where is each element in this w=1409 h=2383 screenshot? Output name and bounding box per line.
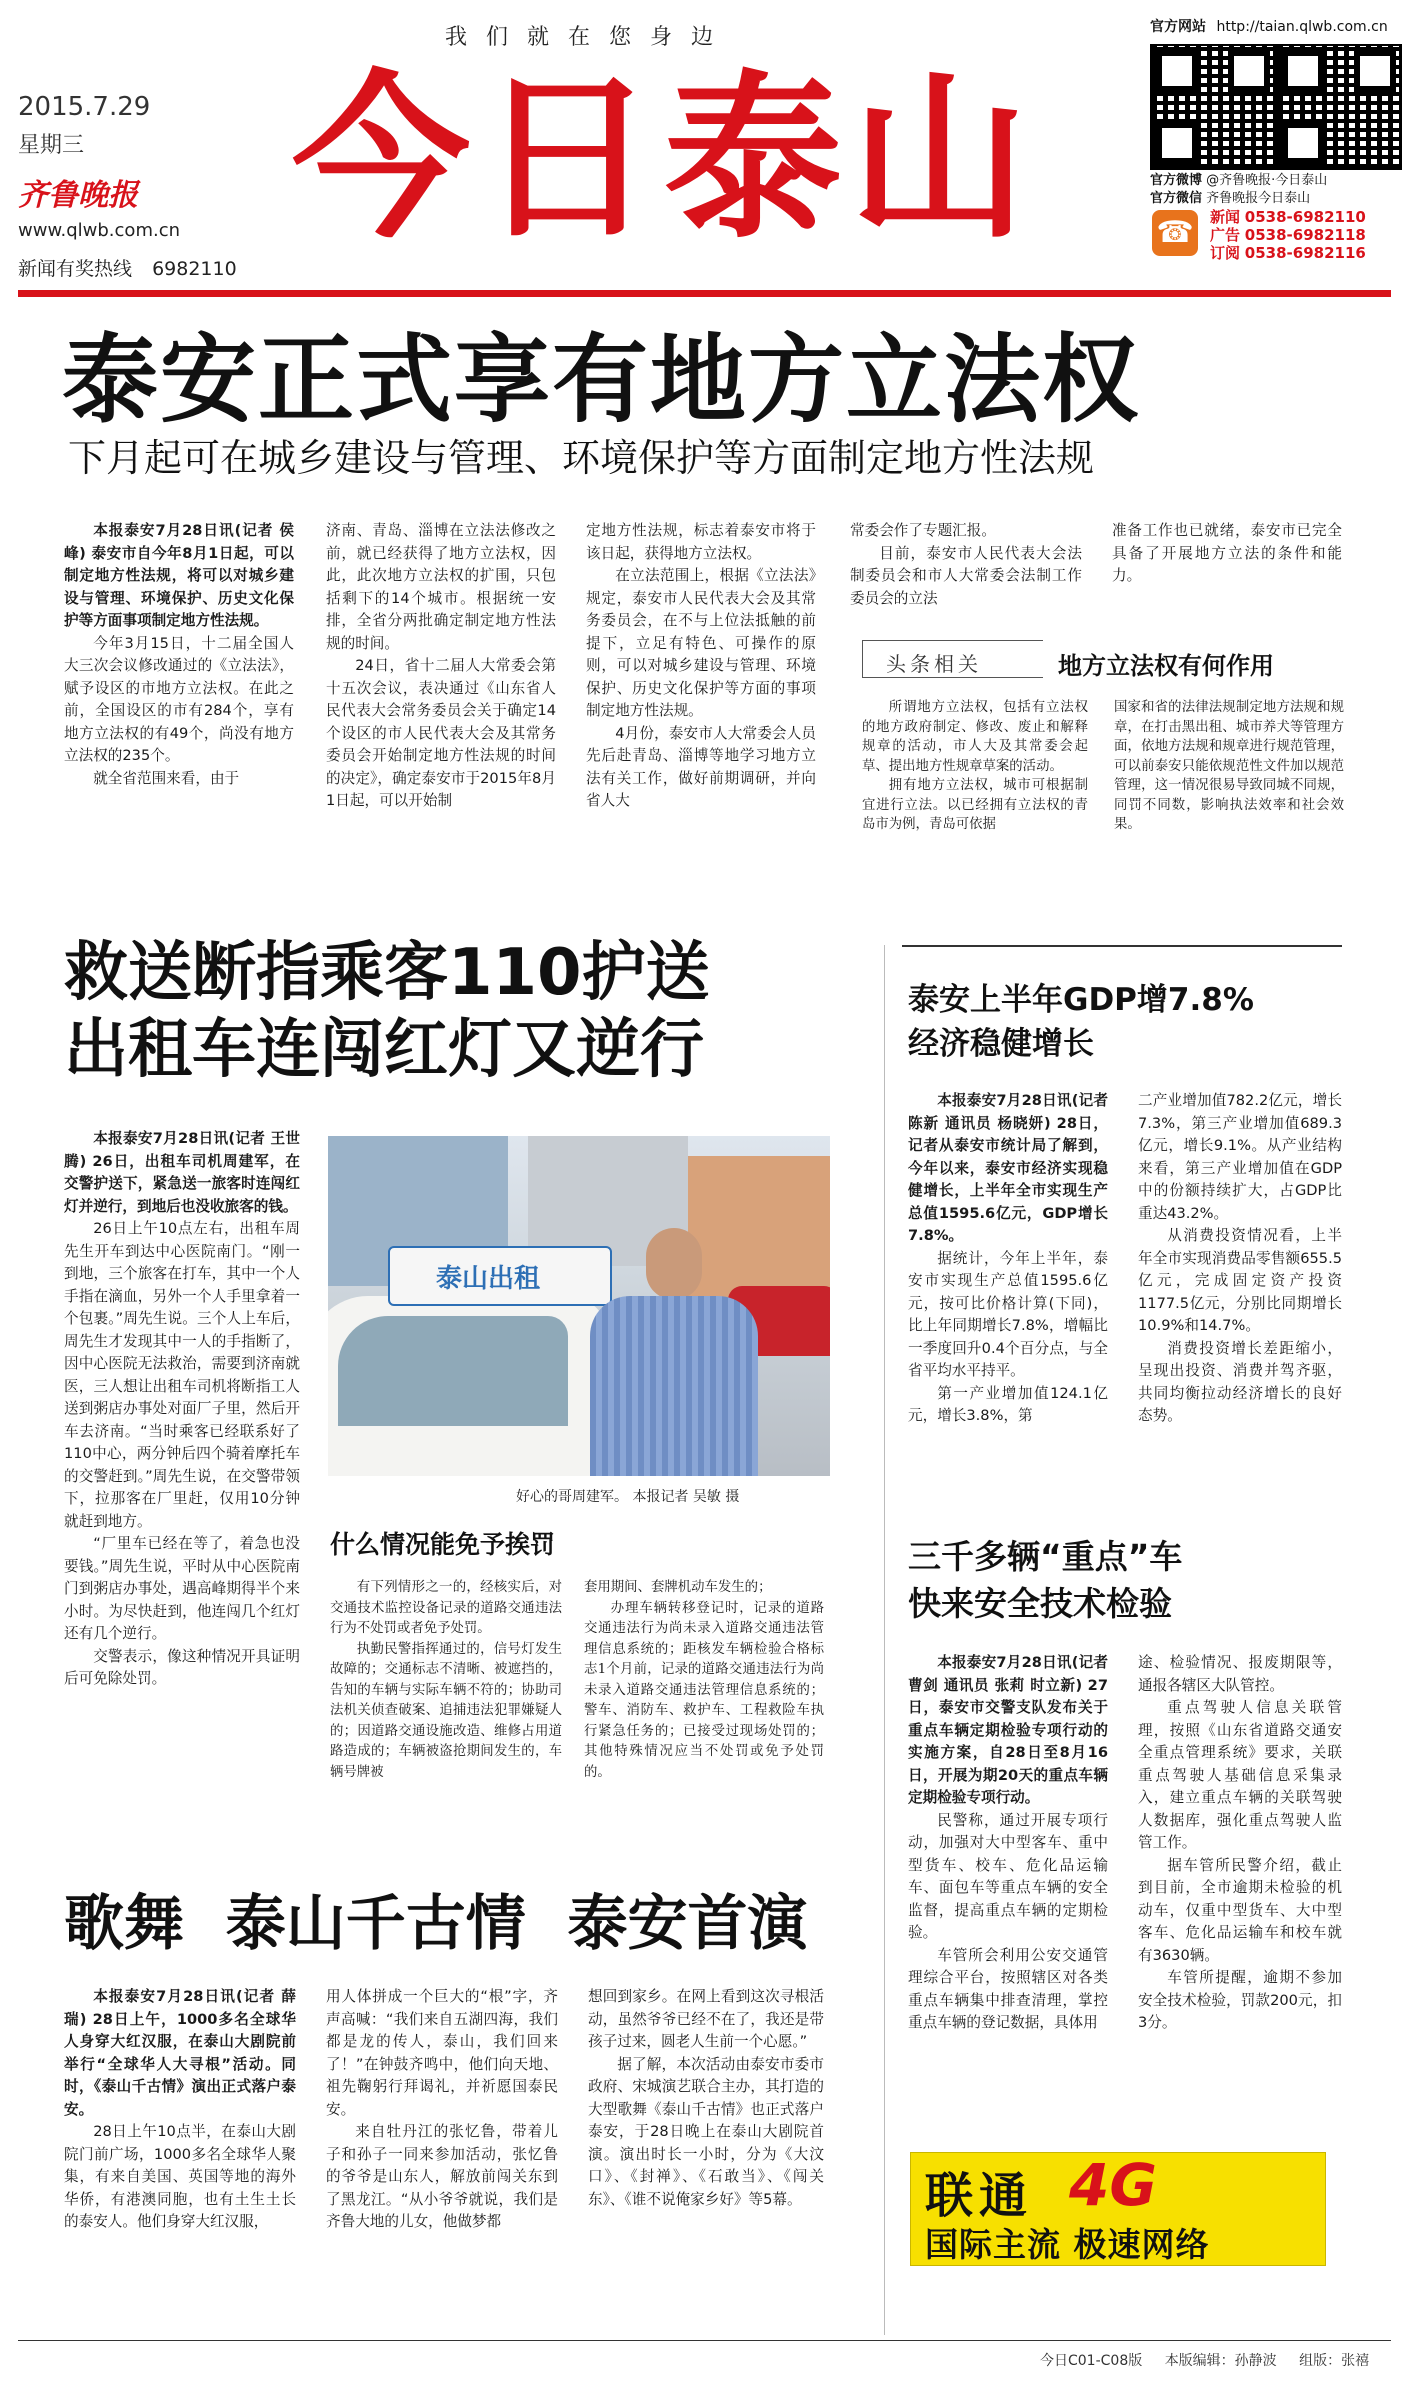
sidebar-title: 地方立法权有何作用 [1058, 652, 1274, 680]
building-shape [688, 1156, 830, 1306]
gdp-headline-line-1: 泰安上半年GDP增7.8% [908, 982, 1254, 1018]
vehicles-headline-line-1: 三千多辆“重点”车 [908, 1537, 1183, 1576]
paragraph: “厂里车已经在等了，着急也没要钱。”周先生说，平时从中心医院南门到粥店办事处，遇高峰期得半个来小时。为尽快赶到，他连闯几个红灯还有几个逆行。 [64, 1535, 300, 1642]
lead-column-3 [586, 520, 816, 813]
paragraph: 第一产业增加值124.1亿元，增长3.8%，第 [908, 1384, 1108, 1424]
paragraph: 26日上午10点左右，出租车周先生开车到达中心医院南门。“刚一到地，三个旅客在打车，其中一个人手指在滴血，另外一个人手里拿着一个包裹。”周先生说。三个人上车后，周先生才发现其中一人的手指断了，因中心医院无法救治，需要到济南就医，三人想让出租车司机将断指工人送到粥店办事处对面厂子里，然后开车去济南。“当时乘客已经联系好了110中心，两分钟后四个骑着摩托车的交警赶到。”周先生说，在交警带领下，拉那客在厂里赶，仅用10分钟就赶到地方。 [64, 1220, 300, 1530]
lead-column-4 [850, 520, 1082, 610]
lead-column-1 [64, 520, 294, 790]
paragraph: 车管所提醒，逾期不参加安全技术检验，罚款200元，扣3分。 [1138, 1969, 1342, 2031]
paragraph: 重点驾驶人信息关联管理，按照《山东省道路交通安全重点管理系统》要求，关联重点驾驶人基础信息采集录入，建立重点车辆的关联驾驶人数据库，强化重点驾驶人监管工作。 [1138, 1699, 1342, 1851]
taxi-sign-text: 泰山出租 [436, 1264, 541, 1294]
paragraph: 在立法范围上，根据《立法法》规定，泰安市人民代表大会及其常务委员会，在不与上位法抵触的前提下，立足有特色、可操作的原则，可以对城乡建设与管理、环境保护、历史文化保护等方面的事项制定地方性法规。 [586, 567, 816, 719]
paragraph: 本报泰安7月28日讯(记者 侯峰) 泰安市自今年8月1日起，可以制定地方性法规，将可以对城乡建设与管理、环境保护、历史文化保护等方面事项制定地方性法规。 [64, 522, 294, 629]
sidebar-column-2 [1114, 698, 1344, 835]
box-column-2 [584, 1578, 824, 1783]
lead-subhead: 下月起可在城乡建设与管理、环境保护等方面制定地方性法规 [68, 436, 1095, 480]
phone-subscribe: 订阅 0538-6982116 [1210, 244, 1366, 262]
paragraph: 从消费投资情况看，上半年全市实现消费品零售额655.5亿元，完成固定资产投资1177.5亿元，分别比同期增长10.9%和14.7%。 [1138, 1227, 1342, 1334]
paragraph: 就全省范围来看，由于 [93, 769, 240, 787]
weixin-line [1150, 190, 1310, 207]
paragraph: 车管所会利用公安交通管理综合平台，按照辖区对各类重点车辆集中排查清理，掌控重点车辆的登记数据，具体用 [908, 1946, 1108, 2031]
phone-list [1210, 208, 1366, 262]
taxi-window-shape [338, 1316, 568, 1426]
dance-column-3 [588, 1986, 824, 2211]
box-column-1 [330, 1578, 562, 1783]
official-site-label: 官方网站 [1150, 19, 1206, 35]
weibo-value[interactable]: @齐鲁晚报·今日泰山 [1206, 173, 1328, 188]
paragraph: 24日，省十二届人大常委会第十五次会议，表决通过《山东省人民代表大会常务委员会关于确定14个设区的市人民代表大会及其常务委员会开始制定地方性法规的时间的决定》，确定泰安市于2015年8月1日起，可以开始制 [326, 657, 556, 809]
paper-title: 今日泰山 [292, 53, 1036, 262]
footer-rule [18, 2340, 1391, 2341]
sidebar-column-1 [862, 698, 1088, 835]
paragraph: 有下列情形之一的，经核实后，对交通技术监控设备记录的道路交通违法行为不处罚或者免予处罚。 [330, 1580, 562, 1636]
paragraph: 济南、青岛、淄博在立法法修改之前，就已经获得了地方立法权，因此，此次地方立法权的扩围，只包括剩下的14个城市。根据统一安排，全省分两批确定制定地方性法规的时间。 [326, 522, 556, 652]
vehicles-headline-line-2: 快来安全技术检验 [908, 1584, 1172, 1623]
weixin-label: 官方微信 [1150, 191, 1203, 206]
lead-headline: 泰安正式享有地方立法权 [62, 324, 1140, 436]
box-title: 什么情况能免予挨罚 [330, 1530, 556, 1559]
paragraph: 消费投资增长差距缩小，呈现出投资、消费并驾齐驱，共同均衡拉动经济增长的良好态势。 [1138, 1339, 1342, 1424]
masthead [0, 0, 1409, 300]
paragraph: 本报泰安7月28日讯(记者 王世腾) 26日，出租车司机周建军，在交警护送下，紧急送一旅客时连闯红灯并逆行，到地后也没收旅客的钱。 [64, 1130, 300, 1215]
lead-column-2 [326, 520, 556, 813]
taxi-roof-sign [388, 1246, 612, 1306]
paragraph: 办理车辆转移登记时，记录的道路交通违法行为尚未录入道路交通违法管理信息系统的；距核发车辆检验合格标志1个月前，记录的道路交通违法行为尚未录入道路交通违法管理信息系统的；警车、消防车、救护车、工程救险车执行紧急任务的；已接受过现场处罚的；其他特殊情况应当不处罚或免予处罚的。 [584, 1600, 824, 1780]
weekday: 星期三 [18, 133, 85, 158]
column-divider [884, 945, 885, 2335]
photo-caption: 好心的哥周建军。 本报记者 吴敏 摄 [516, 1489, 740, 1505]
paragraph: 来自牡丹江的张忆鲁，带着儿子和孙子一同来参加活动，张忆鲁的爷爷是山东人，解放前闯关东到了黑龙江。“从小爷爷就说，我们是齐鲁大地的儿女，他做梦都 [326, 2123, 558, 2230]
hotline-label: 新闻有奖热线 [18, 258, 133, 280]
dance-headline: 歌舞 泰山千古情 泰安首演 [64, 1889, 808, 1959]
paragraph: 本报泰安7月28日讯(记者 薛瑞) 28日上午，1000多名全球华人身穿大红汉服，在泰山大剧院前举行“全球华人大寻根”活动。同时，《泰山千古情》演出正式落户泰安。 [64, 1988, 296, 2118]
hotline-number: 6982110 [152, 258, 237, 280]
footer-pages: 今日C01-C08版 [1040, 2353, 1143, 2369]
parent-paper-logo: 齐鲁晚报 [18, 178, 138, 213]
paragraph: 交警表示，像这种情况开具证明后可免除处罚。 [64, 1647, 300, 1687]
phone-ads: 广告 0538-6982118 [1210, 226, 1366, 244]
driver-shirt [590, 1296, 758, 1476]
paragraph: 28日上午10点半，在泰山大剧院门前广场，1000多名全球华人聚集，有来自美国、英国等地的海外华侨，有港澳同胞，也有土生土长的泰安人。他们身穿大红汉服， [64, 2123, 296, 2230]
paragraph: 民警称，通过开展专项行动，加强对大中型客车、重中型货车、校车、危化品运输车、面包车等重点车辆的安全监督，提高重点车辆的定期检验。 [908, 1811, 1108, 1941]
issue-date: 2015.7.29 [18, 92, 151, 122]
paragraph: 准备工作也已就绪，泰安市已完全具备了开展地方立法的条件和能力。 [1112, 522, 1342, 584]
taxi-photo [328, 1136, 830, 1476]
footer-editor: 本版编辑：孙静波 [1164, 2353, 1277, 2369]
paragraph: 国家和省的法律法规制定地方法规和规章，在打击黑出租、城市养犬等管理方面，依地方法规和规章进行规范管理，可以前泰安只能依规范性文件加以规范管理，这一情况很易导致同城不同规，同罚不同数，影响执法效率和社会效果。 [1114, 700, 1344, 832]
driver-head [646, 1228, 702, 1300]
paragraph: 套用期间、套牌机动车发生的； [584, 1580, 772, 1595]
sidebar-tag: 头条相关 [886, 652, 982, 676]
paragraph: 今年3月15日，十二届全国人大三次会议修改通过的《立法法》，赋予设区的市地方立法权。在此之前，全国设区的市有284个，享有地方立法权的有49个，尚没有地方立法权的235个。 [64, 634, 294, 764]
taxi-column-1 [64, 1128, 300, 1691]
paragraph: 目前，泰安市人民代表大会法制委员会和市人大常委会法制工作委员会的立法 [850, 544, 1082, 607]
vehicles-column-2 [1138, 1652, 1342, 2035]
paragraph: 二产业增加值782.2亿元，增长7.3%，第三产业增加值689.3亿元，增长9.1%。从产业结构来看，第三产业增加值在GDP中的份额持续扩大，占GDP比重达43.2%。 [1138, 1092, 1342, 1222]
ad-slogan: 国际主流 极速网络 [925, 2225, 1210, 2264]
paragraph: 据了解，本次活动由泰安市委市政府、宋城演艺联合主办，其打造的大型歌舞《泰山千古情》也正式落户泰安，于28日晚上在泰山大剧院首演。演出时长一小时，分为《大汶口》、《封禅》、《石敢当》、《闯关东》、《谁不说俺家乡好》等5幕。 [588, 2055, 824, 2208]
footer-layout: 组版：张禧 [1299, 2353, 1370, 2369]
paragraph: 本报泰安7月28日讯(记者 陈新 通讯员 杨晓妍) 28日，记者从泰安市统计局了解到，今年以来，泰安市经济实现稳健增长，上半年全市实现生产总值1595.6亿元，GDP增长7.8%。 [908, 1092, 1108, 1244]
slogan: 我 们 就 在 您 身 边 [445, 25, 719, 50]
phone-icon: ☎ [1152, 210, 1198, 256]
footer [1040, 2350, 1369, 2370]
official-site-url[interactable]: http://taian.qlwb.com.cn [1216, 19, 1388, 35]
gdp-column-2 [1138, 1090, 1342, 1428]
qr-code-weixin [1276, 44, 1402, 170]
taxi-headline-line-1: 救送断指乘客110护送 [64, 936, 710, 1010]
paragraph: 常委会作了专题汇报。 [850, 522, 996, 539]
gdp-headline-line-2: 经济稳健增长 [908, 1026, 1094, 1062]
qr-code-weibo [1150, 44, 1276, 170]
paragraph: 执勤民警指挥通过的，信号灯发生故障的；交通标志不清晰、被遮挡的，告知的车辆与实际车辆不符的；协助司法机关侦查破案、追捕违法犯罪嫌疑人的；因道路交通设施改造、维修占用道路造成的；车辆被盗抢期间发生的，车辆号牌被 [330, 1641, 562, 1780]
weibo-line [1150, 172, 1327, 189]
site-url[interactable]: www.qlwb.com.cn [18, 220, 180, 241]
hotline [18, 254, 237, 281]
paragraph: 想回到家乡。在网上看到这次寻根活动，虽然爷爷已经不在了，我还是带孩子过来，圆老人生前一个心愿。” [588, 1988, 824, 2050]
paragraph: 拥有地方立法权，城市可根据制宜进行立法。以已经拥有立法权的青岛市为例，青岛可依据 [862, 778, 1088, 832]
vehicles-column-1 [908, 1652, 1108, 2035]
paragraph: 途、检验情况、报废期限等，通报各辖区大队管控。 [1138, 1654, 1342, 1694]
masthead-rule [18, 290, 1391, 297]
paragraph: 定地方性法规，标志着泰安市将于该日起，获得地方立法权。 [586, 522, 816, 562]
weibo-label: 官方微博 [1150, 173, 1203, 188]
phone-news: 新闻 0538-6982110 [1210, 208, 1366, 226]
gdp-column-1 [908, 1090, 1108, 1428]
unicom-ad[interactable] [910, 2152, 1326, 2266]
weixin-value[interactable]: 齐鲁晚报今日泰山 [1206, 191, 1311, 206]
official-site [1150, 16, 1388, 36]
dance-column-2 [326, 1986, 558, 2234]
dance-column-1 [64, 1986, 296, 2234]
paragraph: 据统计，今年上半年，泰安市实现生产总值1595.6亿元，按可比价格计算(下同)，比上年同期增长7.8%，增幅比一季度回升0.4个百分点，与全省平均水平持平。 [908, 1249, 1108, 1379]
paragraph: 4月份，泰安市人大常委会人员先后赴青岛、淄博等地学习地方立法有关工作，做好前期调研，并向省人大 [586, 724, 816, 809]
paragraph: 用人体拼成一个巨大的“根”字，齐声高喊：“我们来自五湖四海，我们都是龙的传人，泰山，我们回来了！”在钟鼓齐鸣中，他们向天地、祖先鞠躬行拜谒礼，并祈愿国泰民安。 [326, 1988, 558, 2118]
ad-brand: 联通 [925, 2168, 1034, 2224]
paragraph: 本报泰安7月28日讯(记者 曹剑 通讯员 张莉 时立新) 27日，泰安市交警支队发布关于重点车辆定期检验专项行动的实施方案，自28日至8月16日，开展为期20天的重点车辆定期检验专项行动。 [908, 1654, 1108, 1806]
paragraph: 所谓地方立法权，包括有立法权的地方政府制定、修改、废止和解释规章的活动，市人大及其常委会起草、提出地方性规章草案的活动。 [862, 700, 1088, 774]
taxi-headline-line-2: 出租车连闯红灯又逆行 [64, 1013, 704, 1087]
paragraph: 据车管所民警介绍，截止到目前，全市逾期未检验的机动车，仅重中型货车、大中型客车、危化品运输车和校车就有3630辆。 [1138, 1856, 1342, 1964]
lead-column-5 [1112, 520, 1342, 588]
gdp-top-rule [902, 945, 1342, 947]
ad-tech: 4G [1069, 2151, 1157, 2219]
